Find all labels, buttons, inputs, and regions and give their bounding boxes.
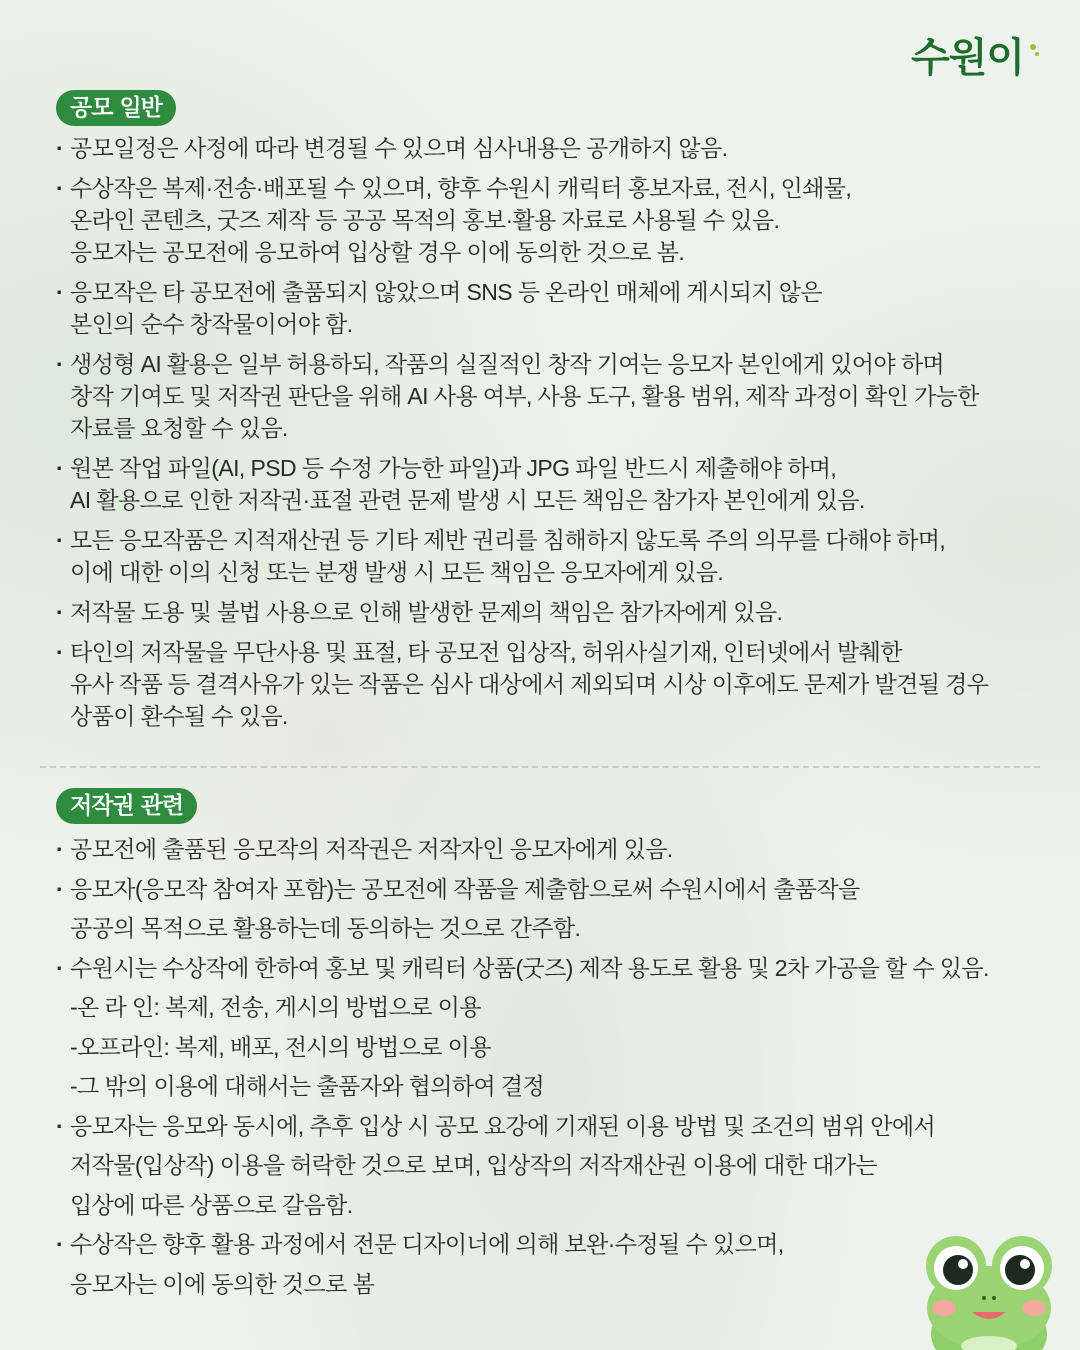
list-item: [56, 132, 1026, 164]
list-item-line: 응모자는 공모전에 응모하여 입상할 경우 이에 동의한 것으로 봄.: [70, 239, 685, 265]
list-item-line: · 생성형 AI 활용은 일부 허용하되, 작품의 실질적인 창작 기여는 응모자 본인에게 있어야 하며: [70, 351, 945, 377]
list-item: [56, 452, 1026, 516]
logo-sparkle-icon: [1028, 40, 1040, 70]
list-item-line: 본인의 순수 창작물이어야 함.: [70, 311, 353, 337]
list-item-line: · 저작물 도용 및 불법 사용으로 인해 발생한 문제의 책임은 참가자에게 있음.: [70, 599, 783, 625]
copyright-list: [56, 830, 1026, 1304]
list-item-line: 자료를 요청할 수 있음.: [70, 415, 288, 441]
list-item-subline: -오프라인: 복제, 배포, 전시의 방법으로 이용: [70, 1033, 491, 1060]
list-item-line: · 수상작은 향후 활용 과정에서 전문 디자이너에 의해 보완·수정될 수 있으며,: [70, 1231, 784, 1257]
list-item: [56, 949, 1026, 1107]
list-item-line: AI 활용으로 인한 저작권·표절 관련 문제 발생 시 모든 책임은 참가자 본인에게 있음.: [70, 487, 865, 513]
section-general-title: 공모 일반: [56, 90, 176, 126]
list-item-line: · 타인의 저작물을 무단사용 및 표절, 타 공모전 입상작, 허위사실기재, 인터넷에서 발췌한: [70, 639, 902, 665]
list-item: [56, 636, 1026, 732]
list-item-line: · 응모자(응모작 참여자 포함)는 공모전에 작품을 제출함으로써 수원시에서 출품작을: [70, 875, 860, 902]
list-item-line: · 원본 작업 파일(AI, PSD 등 수정 가능한 파일)과 JPG 파일 반드시 제출해야 하며,: [70, 455, 837, 481]
logo-text: 수원이: [911, 35, 1024, 81]
list-item: [56, 1225, 1026, 1304]
list-item-line: · 응모자는 응모와 동시에, 추후 입상 시 공모 요강에 기재된 이용 방법 및 조건의 범위 안에서: [70, 1112, 936, 1139]
list-item-line: 공공의 목적으로 활용하는데 동의하는 것으로 간주함.: [70, 915, 581, 941]
list-item-line: · 모든 응모작품은 지적재산권 등 기타 제반 권리를 침해하지 않도록 주의 의무를 다해야 하며,: [70, 527, 946, 553]
list-item: [56, 524, 1026, 588]
section-copyright: [56, 788, 1026, 1304]
list-item-line: 창작 기여도 및 저작권 판단을 위해 AI 사용 여부, 사용 도구, 활용 범위, 제작 과정이 확인 가능한: [70, 383, 979, 409]
list-item-subline: -온 라 인: 복제, 전송, 게시의 방법으로 이용: [70, 994, 481, 1020]
list-item-line: 응모자는 이에 동의한 것으로 봄: [70, 1270, 375, 1297]
section-divider: [40, 766, 1040, 768]
section-copyright-title: 저작권 관련: [56, 788, 197, 824]
list-item: [56, 870, 1026, 949]
list-item-line: 온라인 콘텐츠, 굿즈 제작 등 공공 목적의 홍보·활용 자료로 사용될 수 있음.: [70, 207, 780, 233]
list-item-line: 유사 작품 등 결격사유가 있는 작품은 심사 대상에서 제외되며 시상 이후에도 문제가 발견될 경우: [70, 671, 989, 697]
list-item: [56, 596, 1026, 628]
list-item-line: · 공모전에 출품된 응모작의 저작권은 저작자인 응모자에게 있음.: [70, 836, 673, 862]
list-item: [56, 276, 1026, 340]
list-item-line: 이에 대한 이의 신청 또는 분쟁 발생 시 모든 책임은 응모자에게 있음.: [70, 559, 724, 585]
general-list: [56, 132, 1026, 732]
list-item: [56, 348, 1026, 444]
list-item: [56, 830, 1026, 870]
brand-logo: [911, 26, 1040, 83]
list-item-line: 상품이 환수될 수 있음.: [70, 703, 288, 729]
list-item-line: · 수원시는 수상작에 한하여 홍보 및 캐릭터 상품(굿즈) 제작 용도로 활용 및 2차 가공을 할 수 있음.: [70, 954, 989, 981]
list-item-line: 입상에 따른 상품으로 갈음함.: [70, 1191, 353, 1218]
list-item: [56, 172, 1026, 268]
list-item: [56, 1107, 1026, 1226]
list-item-subline: -그 밖의 이용에 대해서는 출품자와 협의하여 결정: [70, 1073, 545, 1099]
list-item-line: · 응모작은 타 공모전에 출품되지 않았으며 SNS 등 온라인 매체에 게시되지 않은: [70, 279, 822, 305]
section-general: [56, 90, 1026, 740]
list-item-line: · 공모일정은 사정에 따라 변경될 수 있으며 심사내용은 공개하지 않음.: [70, 135, 728, 161]
list-item-line: 저작물(입상작) 이용을 허락한 것으로 보며, 입상작의 저작재산권 이용에 대한 대가는: [70, 1152, 878, 1178]
list-item-line: · 수상작은 복제·전송·배포될 수 있으며, 향후 수원시 캐릭터 홍보자료, 전시, 인쇄물,: [70, 175, 852, 201]
frog-mascot-icon: [914, 1222, 1064, 1350]
